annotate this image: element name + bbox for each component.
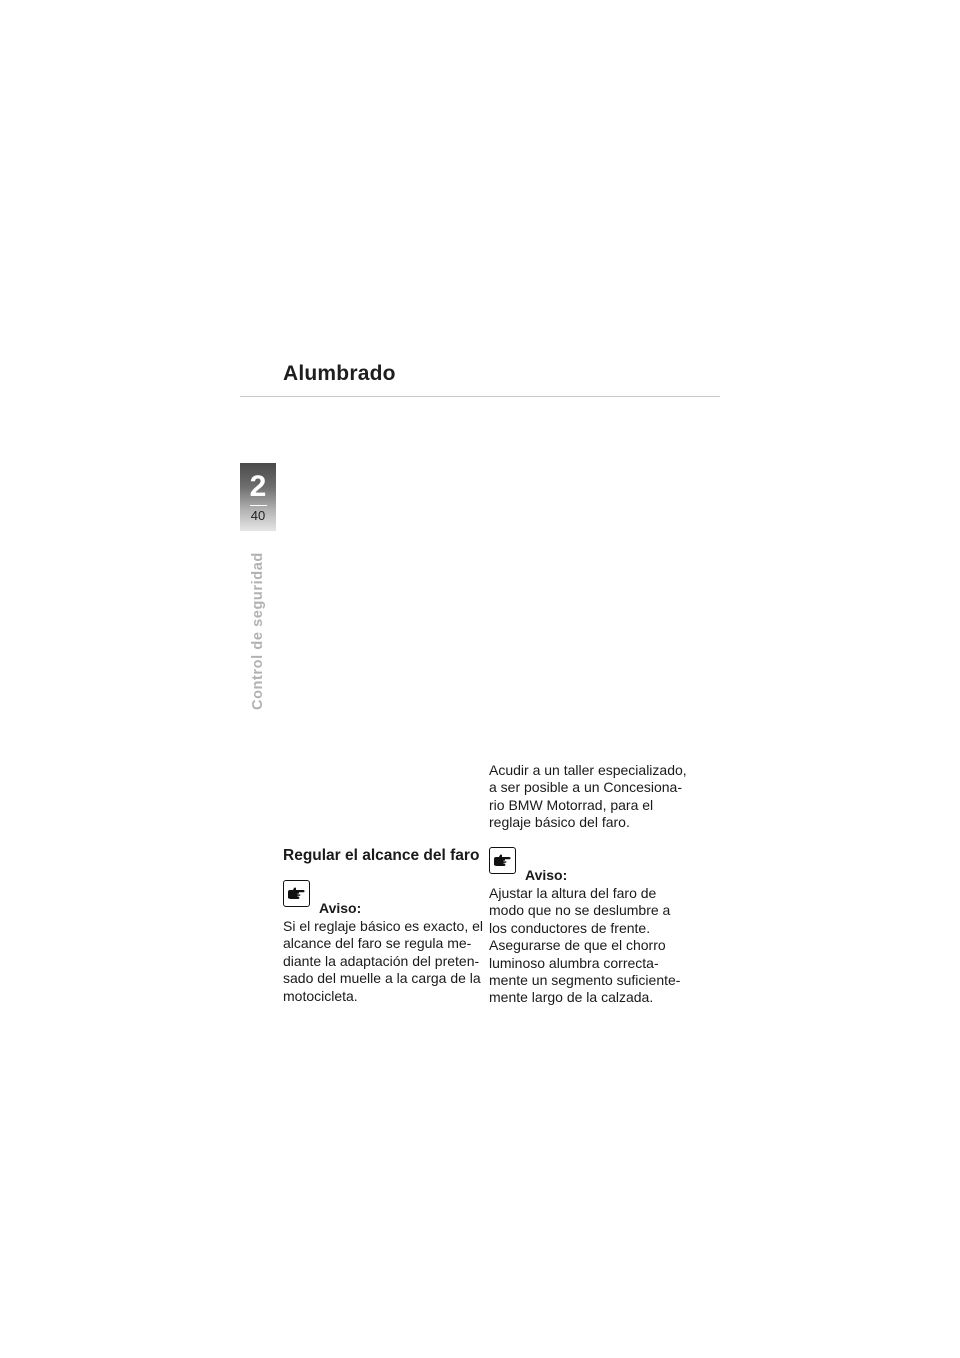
page-number: 40 [250,508,266,523]
hand-pointing-icon [283,880,310,907]
title-divider [240,396,720,397]
note-line: alcance del faro se regula me- [283,935,472,952]
note-line: Si el reglaje básico es exacto, el [283,918,483,934]
note-line: mente un segmento suficiente- [489,972,681,989]
workshop-paragraph [489,762,704,832]
page-title: Alumbrado [283,362,396,385]
note-line: Ajustar la altura del faro de [489,885,657,901]
note-line: modo que no se deslumbre a [489,902,671,919]
chapter-tab [240,463,276,531]
note-line: diante la adaptación del preten- [283,952,480,969]
note-line: sado del muelle a la carga de la [283,970,481,987]
chapter-number: 2 [249,470,267,503]
note-line: motocicleta. [283,987,358,1004]
section-side-label: Control de seguridad [250,552,266,710]
note-line: los conductores de frente. [489,919,651,936]
paragraph-line: a ser posible a un Concesiona- [489,779,683,796]
note-line: mente largo de la calzada. [489,989,654,1006]
note-label: Aviso: [319,900,362,916]
note-line: luminoso alumbra correcta- [489,954,659,971]
note-line: Asegurarse de que el chorro [489,937,666,954]
paragraph-line: reglaje básico del faro. [489,814,630,831]
paragraph-line: Acudir a un taller especializado, [489,762,687,778]
paragraph-line: rio BMW Motorrad, para el [489,796,654,813]
chapter-divider [250,505,267,506]
section-heading: Regular el alcance del faro [283,847,480,864]
note-block-left [283,880,483,1005]
note-block-right [489,847,704,1007]
hand-pointing-icon [489,847,516,874]
note-label: Aviso: [525,867,568,883]
